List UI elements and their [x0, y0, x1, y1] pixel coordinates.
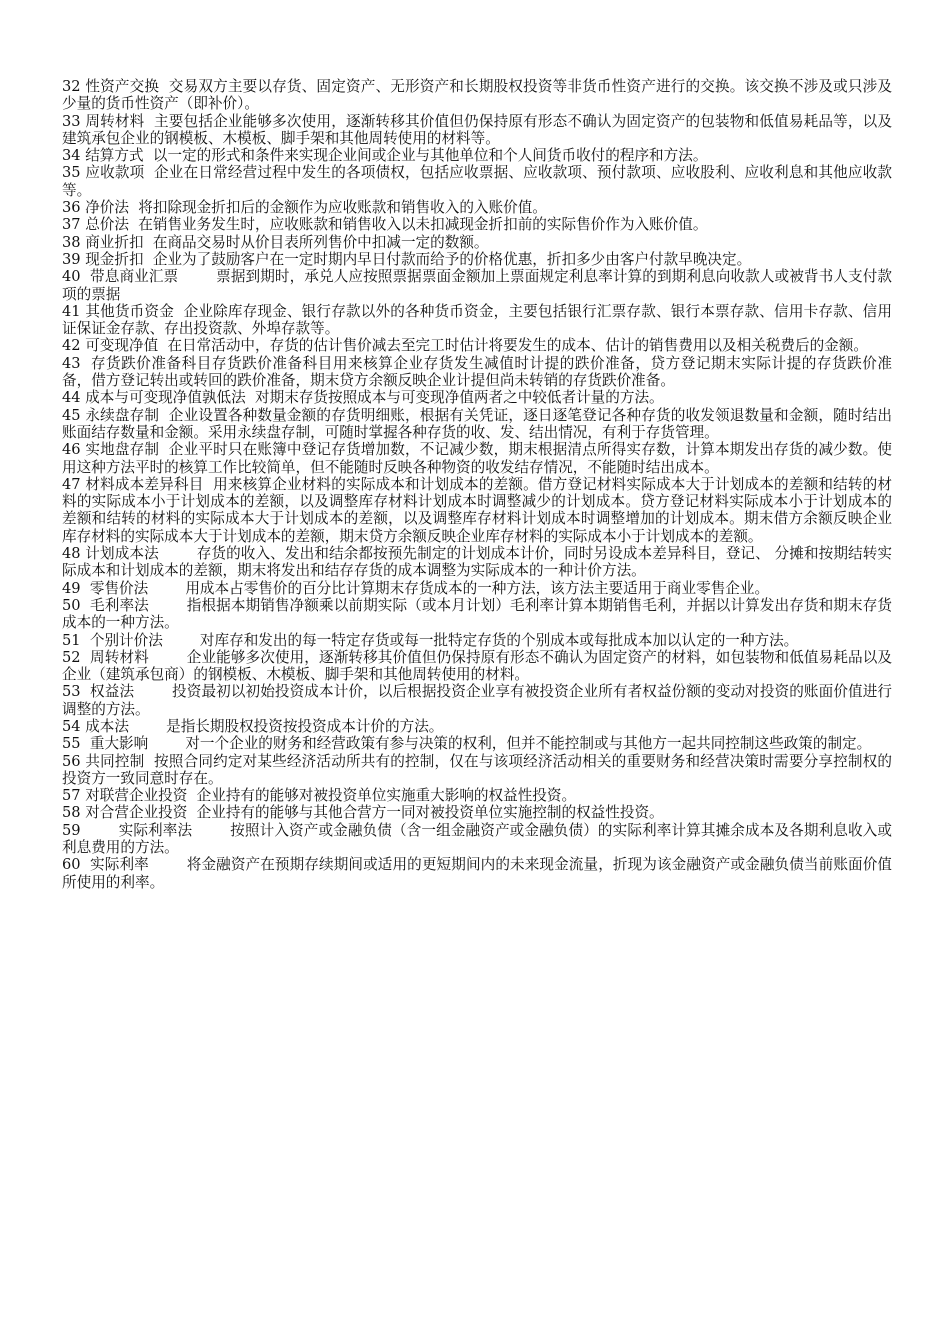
glossary-entry-47: 47 材料成本差异科目 用来核算企业材料的实际成本和计划成本的差额。借方登记材料实际成本大于计划成本的差额和结转的材料的实际成本小于计划成本的差额，以及调整库存材料计划成本时调整减少的计划成本。贷方登记材料实际成本小于计划成本的差额和结转的材料的实际成本大于计划成本的差额，以及调整库存材料计划成本时调整增加的计划成本。期末借方余额反映企业库存材料的实际成本大于计划成本的差额，期末贷方余额反映企业库存材料的实际成本小于计划成本的差额。 — [62, 475, 892, 545]
glossary-entry-51: 51 个别计价法 对库存和发出的每一特定存货或每一批特定存货的个别成本或每批成本加以认定的一种方法。 — [62, 631, 799, 649]
glossary-entry-56: 56 共同控制 按照合同约定对某些经济活动所共有的控制，仅在与该项经济活动相关的重要财务和经营决策时需要分享控制权的投资方一致同意时存在。 — [62, 752, 892, 787]
glossary-entry-39: 39 现金折扣 企业为了鼓励客户在一定时期内早日付款而给予的价格优惠，折扣多少由客户付款早晚决定。 — [62, 250, 752, 268]
glossary-entry-45: 45 永续盘存制 企业设置各种数量金额的存货明细账，根据有关凭证，逐日逐笔登记各种存货的收发领退数量和金额，随时结出账面结存数量和金额。采用永续盘存制，可随时掌握各种存货的收、发、结出情况，有利于存货管理。 — [62, 406, 892, 441]
glossary-entry-49: 49 零售价法 用成本占零售价的百分比计算期末存货成本的一种方法，该方法主要适用于商业零售企业。 — [62, 579, 770, 597]
glossary-entry-38: 38 商业折扣 在商品交易时从价目表所列售价中扣减一定的数额。 — [62, 233, 489, 251]
glossary-entry-58: 58 对合营企业投资 企业持有的能够与其他合营方一同对被投资单位实施控制的权益性投资。 — [62, 804, 664, 822]
glossary-entry-37: 37 总价法 在销售业务发生时，应收账款和销售收入以未扣减现金折扣前的实际售价作为入账价值。 — [62, 216, 708, 234]
glossary-entry-54: 54 成本法 是指长期股权投资按投资成本计价的方法。 — [62, 717, 444, 735]
glossary-entry-52: 52 周转材料 企业能够多次使用，逐渐转移其价值但仍保持原有形态不确认为固定资产的材料，如包装物和低值易耗品以及企业（建筑承包商）的钢模板、木模板、脚手架和其他周转使用的材料。 — [62, 648, 892, 684]
document-body — [62, 78, 892, 891]
glossary-entry-60: 60 实际利率 将金融资产在预期存续期间或适用的更短期间内的未来现金流量，折现为该金融资产或金融负债当前账面价值所使用的利率。 — [62, 856, 892, 891]
glossary-entry-42: 42 可变现净值 在日常活动中，存货的估计售价减去至完工时估计将要发生的成本、估计的销售费用以及相关税费后的金额。 — [62, 337, 868, 355]
glossary-entry-53: 53 权益法 投资最初以初始投资成本计价，以后根据投资企业享有被投资企业所有者权益份额的变动对投资的账面价值进行调整的方法。 — [62, 683, 892, 718]
glossary-entry-46: 46 实地盘存制 企业平时只在账簿中登记存货增加数，不记减少数，期末根据清点所得实存数，计算本期发出存货的减少数。使用这种方法平时的核算工作比较简单，但不能随时反映各种物资的收发结存情况，不能随时结出成本。 — [62, 441, 892, 476]
glossary-entry-55: 55 重大影响 对一个企业的财务和经营政策有参与决策的权利，但并不能控制或与其他方一起共同控制这些政策的制定。 — [62, 735, 872, 753]
glossary-entry-33: 33 周转材料 主要包括企业能够多次使用，逐渐转移其价值但仍保持原有形态不确认为固定资产的包装物和低值易耗品等，以及建筑承包企业的钢模板、木模板、脚手架和其他周转使用的材料等。 — [62, 112, 892, 147]
glossary-entry-34: 34 结算方式 以一定的形式和条件来实现企业间或企业与其他单位和个人间货币收付的程序和方法。 — [62, 147, 708, 165]
glossary-entry-36: 36 净价法 将扣除现金折扣后的金额作为应收账款和销售收入的入账价值。 — [62, 199, 547, 217]
glossary-entry-44: 44 成本与可变现净值孰低法 对期末存货按照成本与可变现净值两者之中较低者计量的方法。 — [62, 389, 664, 407]
glossary-entry-57: 57 对联营企业投资 企业持有的能够对被投资单位实施重大影响的权益性投资。 — [62, 787, 577, 805]
glossary-entry-40: 40 带息商业汇票 票据到期时，承兑人应按照票据票面金额加上票面规定利息率计算的到期利息向收款人或被背书人支付款项的票据 — [62, 268, 892, 303]
glossary-entry-50: 50 毛利率法 指根据本期销售净额乘以前期实际（或本月计划）毛利率计算本期销售毛利，并据以计算发出存货和期末存货成本的一种方法。 — [62, 596, 892, 632]
glossary-entry-43: 43 存货跌价准备科目存货跌价准备科目用来核算企业存货发生减值时计提的跌价准备，贷方登记期末实际计提的存货跌价准备，借方登记转出或转回的跌价准备，期末贷方余额反映企业计提但尚未转销的存货跌价准备。 — [62, 354, 892, 390]
glossary-entry-59: 59 实际利率法 按照计入资产或金融负债（含一组金融资产或金融负债）的实际利率计算其摊余成本及各期利息收入或利息费用的方法。 — [62, 821, 892, 857]
glossary-entry-48: 48 计划成本法 存货的收入、发出和结余都按预先制定的计划成本计价，同时另设成本差异科目，登记、 分摊和按期结转实际成本和计划成本的差额，期末将发出和结存存货的成本调整为实际成本的一种计价方法。 — [62, 545, 892, 580]
glossary-entry-32: 32 性资产交换 交易双方主要以存货、固定资产、无形资产和长期股权投资等非货币性资产进行的交换。该交换不涉及或只涉及少量的货币性资产（即补价）。 — [62, 78, 892, 113]
glossary-entry-41: 41 其他货币资金 企业除库存现金、银行存款以外的各种货币资金，主要包括银行汇票存款、银行本票存款、信用卡存款、信用证保证金存款、存出投资款、外埠存款等。 — [62, 302, 892, 338]
glossary-entry-35: 35 应收款项 企业在日常经营过程中发生的各项债权，包括应收票据、应收款项、预付款项、应收股利、应收利息和其他应收款等。 — [62, 164, 892, 199]
